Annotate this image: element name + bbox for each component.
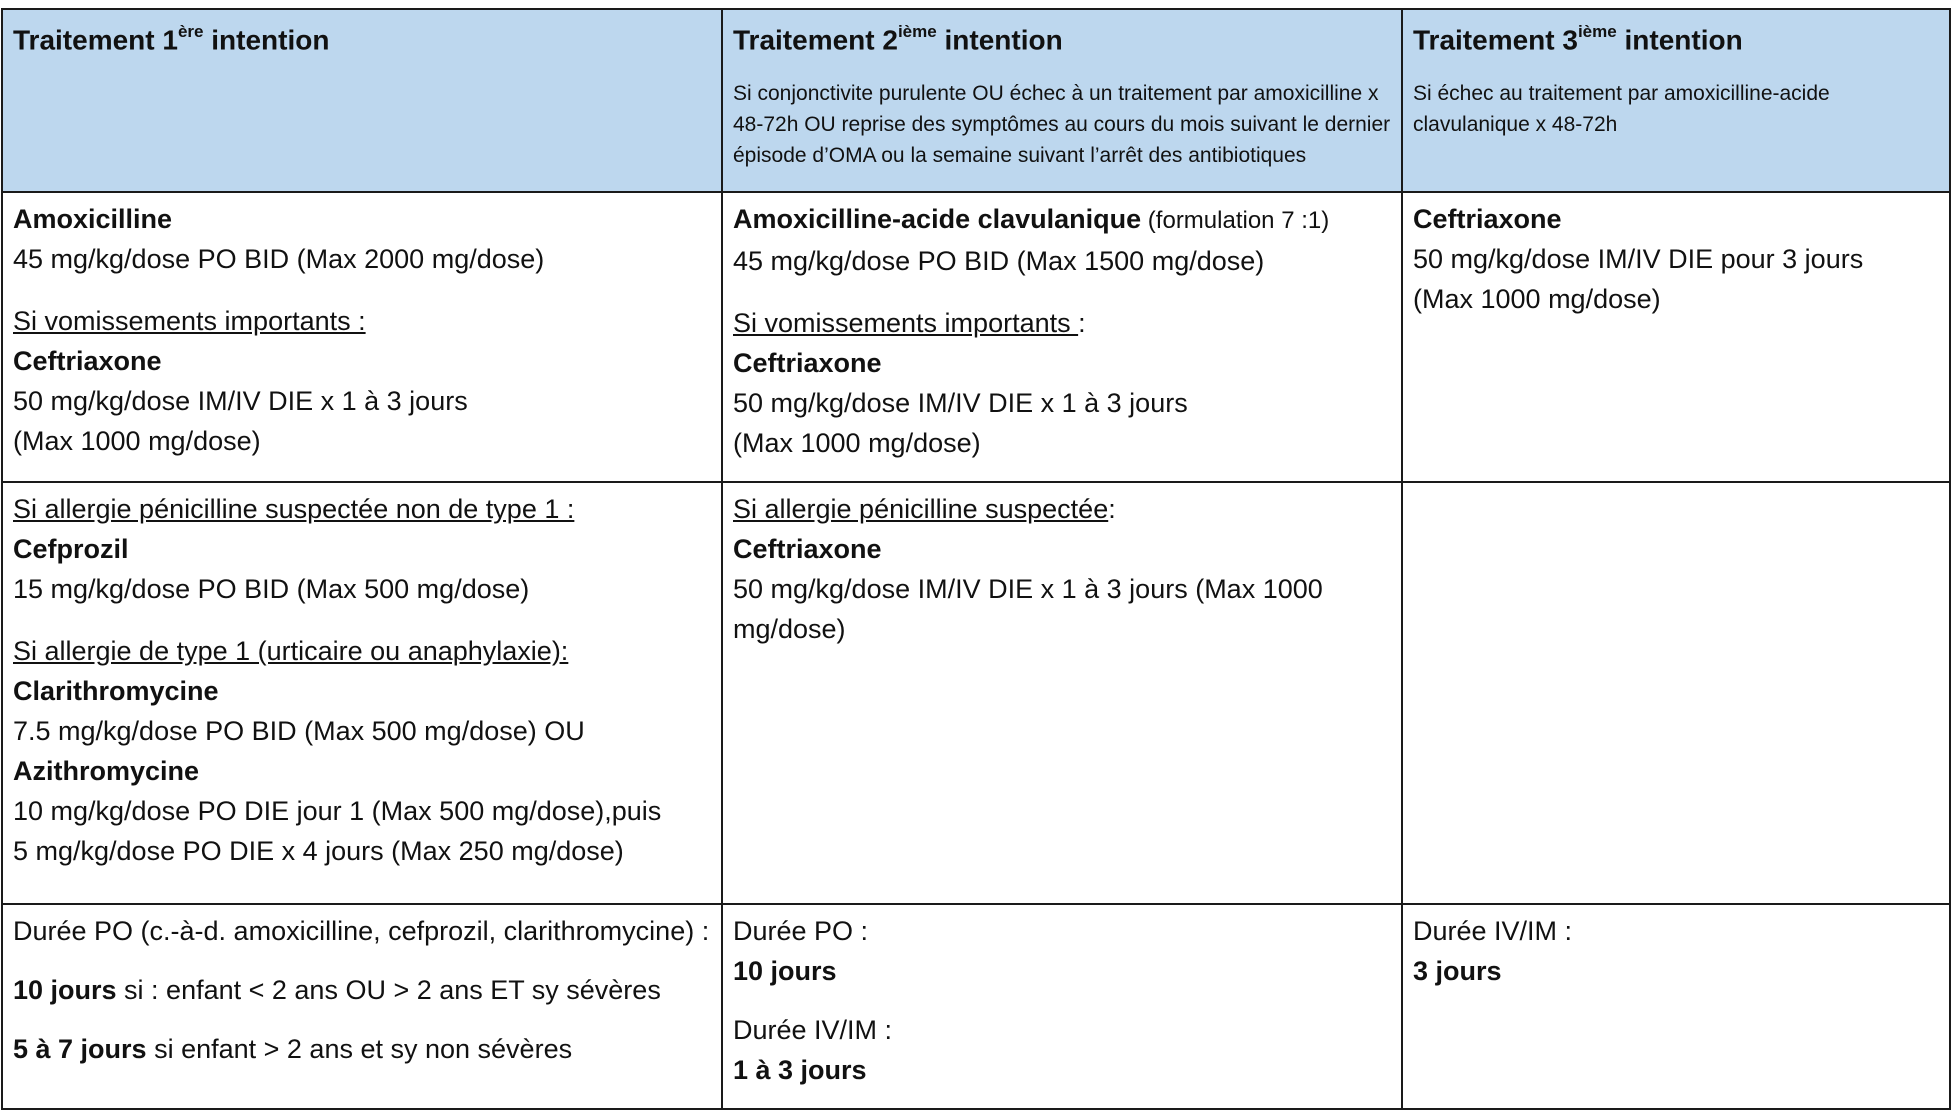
duration-value: 1 à 3 jours (733, 1055, 867, 1085)
duration-value: 10 jours (733, 956, 837, 986)
condition-label: Si allergie pénicilline suspectée (733, 494, 1109, 524)
duration-condition: si enfant > 2 ans et sy non sévères (146, 1034, 573, 1064)
drug-name: Amoxicilline (13, 204, 173, 234)
duration-label: Durée PO (c.-à-d. amoxicilline, cefprozil, clarithromycine) : (13, 916, 710, 946)
duration-label: Durée IV/IM : (1413, 916, 1573, 946)
header-cell-third-line (1402, 9, 1950, 192)
duration-value: 5 à 7 jours (13, 1034, 147, 1064)
dose-text: 50 mg/kg/dose IM/IV DIE x 1 à 3 jours (733, 388, 1188, 418)
header-cell-second-line (722, 9, 1402, 192)
header-subtitle-third-line: Si échec au traitement par amoxicilline-acide clavulanique x 48-72h (1413, 82, 1830, 137)
drug-name: Ceftriaxone (733, 534, 882, 564)
duration-option (13, 970, 711, 1010)
header-cell-first-line (2, 9, 722, 192)
dose-text: 50 mg/kg/dose IM/IV DIE x 1 à 3 jours (Max 1000 mg/dose) (733, 574, 1323, 644)
drug-name: Clarithromycine (13, 676, 219, 706)
drug-name: Amoxicilline-acide clavulanique (733, 204, 1142, 234)
duration-cell-first-line (2, 904, 722, 1109)
header-row (2, 9, 1950, 192)
allergy-cell-first-line (2, 482, 722, 904)
allergy-cell-second-line (722, 482, 1402, 904)
dose-text: 45 mg/kg/dose PO BID (Max 2000 mg/dose) (13, 244, 545, 274)
drug-name: Azithromycine (13, 756, 200, 786)
dose-text: 15 mg/kg/dose PO BID (Max 500 mg/dose) (13, 574, 530, 604)
duration-value: 3 jours (1413, 956, 1502, 986)
condition-label: Si vomissements importants : (13, 306, 366, 336)
drug-note: (formulation 7 :1) (1141, 207, 1330, 234)
regimen-cell-first-line (2, 192, 722, 482)
dose-text: 45 mg/kg/dose PO BID (Max 1500 mg/dose) (733, 246, 1265, 276)
dose-text: 50 mg/kg/dose IM/IV DIE pour 3 jours (1413, 244, 1864, 274)
allergy-row (2, 482, 1950, 904)
regimen-cell-second-line (722, 192, 1402, 482)
drug-name: Ceftriaxone (733, 348, 882, 378)
drug-name: Ceftriaxone (1413, 204, 1562, 234)
allergy-cell-third-line (1402, 482, 1950, 904)
duration-option (13, 1029, 711, 1069)
duration-label: Durée IV/IM : (733, 1015, 893, 1045)
dose-text: (Max 1000 mg/dose) (13, 426, 261, 456)
drug-name: Cefprozil (13, 534, 129, 564)
dose-text: (Max 1000 mg/dose) (1413, 284, 1661, 314)
condition-label: Si vomissements importants (733, 308, 1079, 338)
duration-label: Durée PO : (733, 916, 869, 946)
condition-line (733, 489, 1391, 529)
duration-condition: si : enfant < 2 ans OU > 2 ans ET sy sévères (116, 975, 661, 1005)
regimen-row (2, 192, 1950, 482)
condition-colon: : (1108, 494, 1116, 524)
duration-row (2, 904, 1950, 1109)
duration-cell-third-line (1402, 904, 1950, 1109)
header-title-second-line: Traitement 2ième intention (733, 22, 1063, 56)
duration-cell-second-line (722, 904, 1402, 1109)
drug-line (733, 199, 1391, 241)
dose-text: 5 mg/kg/dose PO DIE x 4 jours (Max 250 mg/dose) (13, 836, 624, 866)
dose-text: 50 mg/kg/dose IM/IV DIE x 1 à 3 jours (13, 386, 468, 416)
header-title-first-line: Traitement 1ère intention (13, 22, 330, 56)
regimen-cell-third-line (1402, 192, 1950, 482)
condition-label: Si allergie de type 1 (urticaire ou anaphylaxie): (13, 636, 569, 666)
treatment-table (1, 8, 1951, 1110)
header-title-third-line: Traitement 3ième intention (1413, 22, 1743, 56)
header-subtitle-second-line: Si conjonctivite purulente OU échec à un traitement par amoxicilline x 48-72h OU reprise des symptômes au cours du mois suivant le dernier épisode d’OMA ou la semaine suivant l’arrêt des antibiotiques (733, 82, 1391, 168)
dose-text: 7.5 mg/kg/dose PO BID (Max 500 mg/dose) OU (13, 716, 585, 746)
condition-label: Si allergie pénicilline suspectée non de type 1 : (13, 494, 575, 524)
drug-name: Ceftriaxone (13, 346, 162, 376)
duration-value: 10 jours (13, 975, 117, 1005)
dose-text: 10 mg/kg/dose PO DIE jour 1 (Max 500 mg/dose),puis (13, 796, 662, 826)
dose-text: (Max 1000 mg/dose) (733, 428, 981, 458)
condition-colon: : (1078, 308, 1086, 338)
condition-line (733, 303, 1391, 343)
